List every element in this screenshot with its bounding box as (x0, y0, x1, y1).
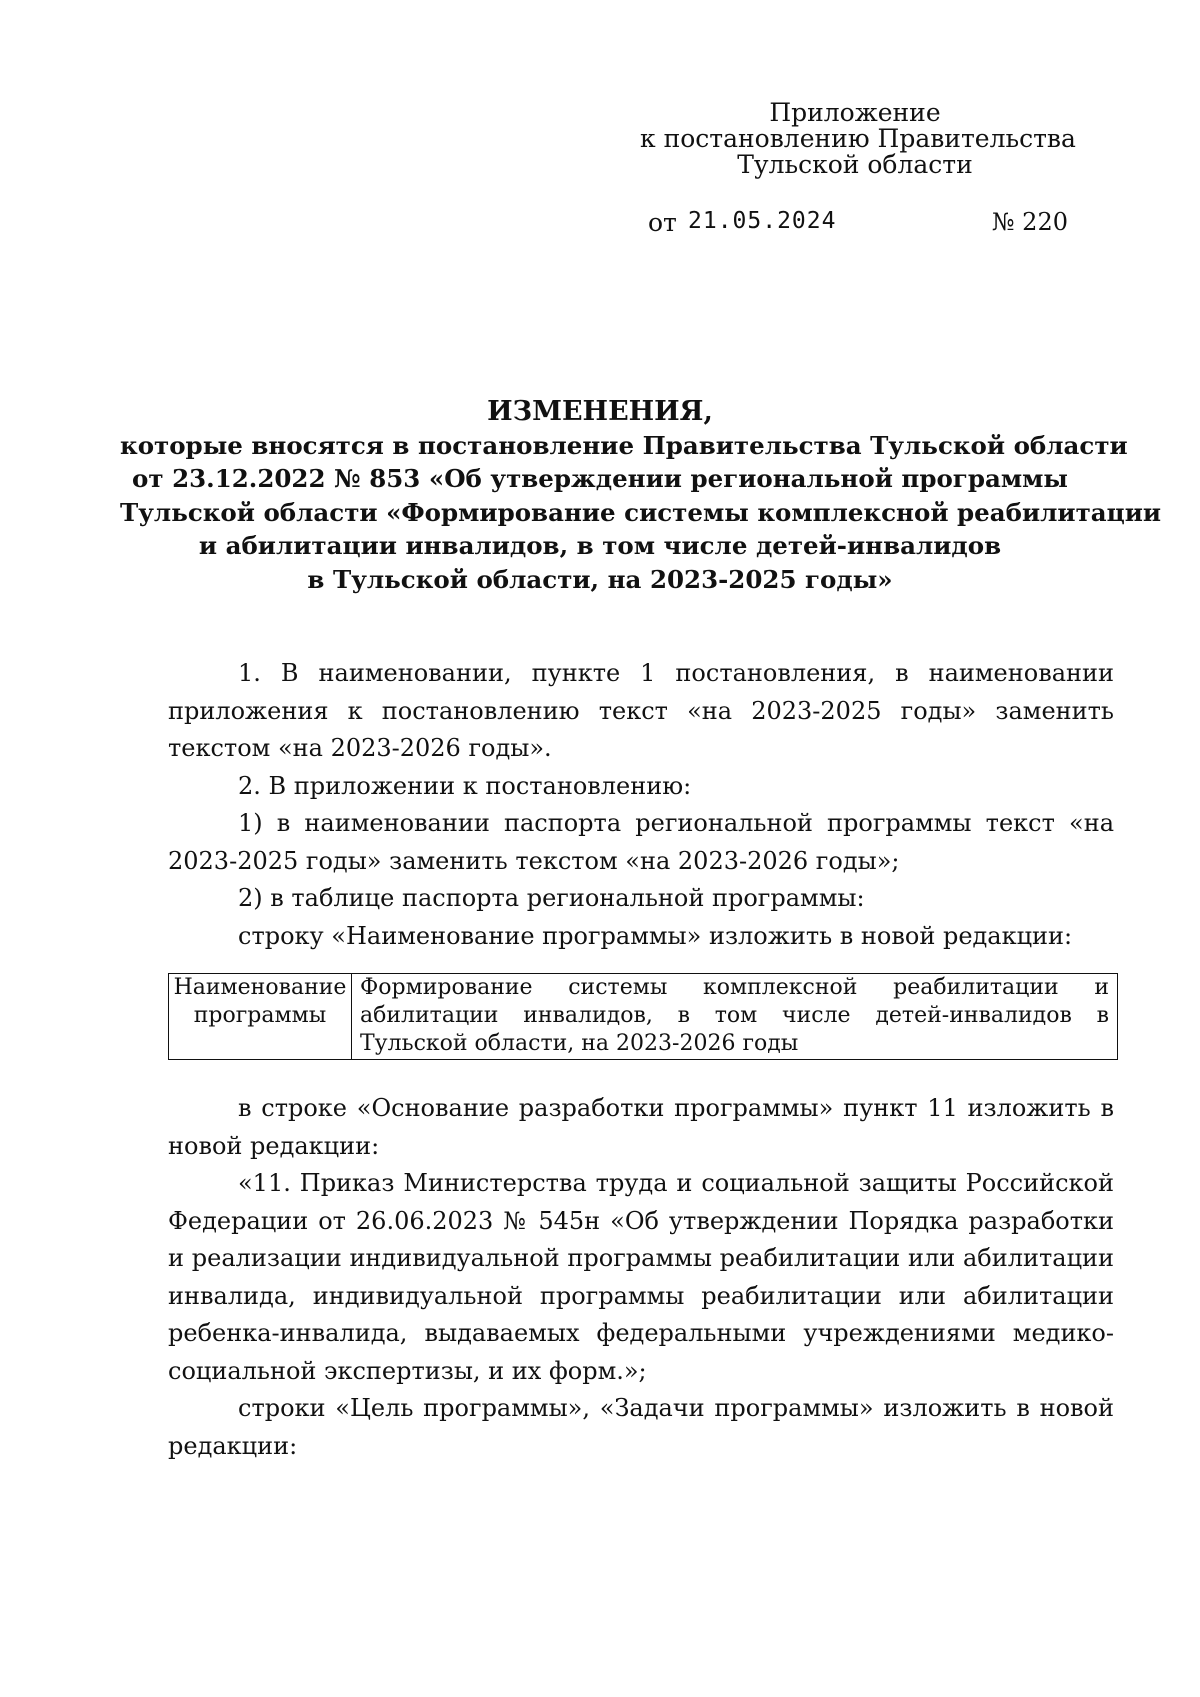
appendix-header (640, 98, 1076, 179)
paragraph-8: строки «Цель программы», «Задачи программы» изложить в новой редакции: (168, 1394, 1114, 1460)
title-line: и абилитации инвалидов, в том числе детей-инвалидов (198, 531, 1002, 560)
title-heading: ИЗМЕНЕНИЯ, (487, 396, 713, 427)
document-body (168, 655, 1114, 1465)
appendix-line: Приложение (769, 98, 941, 127)
paragraph-1: 1. В наименовании, пункте 1 постановления, в наименовании приложения к постановлению текст «на 2023-2025 годы» заменить текстом «на 2023-2026 годы». (168, 659, 1114, 762)
program-name-table (168, 973, 1118, 1060)
title-line: Тульской области «Формирование системы комплексной реабилитации (120, 497, 1162, 527)
title-line: от 23.12.2022 № 853 «Об утверждении региональной программы (132, 464, 1068, 493)
table-cell-value: Формирование системы комплексной реабилитации и абилитации инвалидов, в том числе детей-инвалидов в Тульской области, на 2023-2026 годы (352, 974, 1118, 1060)
table-row (169, 974, 1118, 1060)
document-date: 21.05.2024 (688, 208, 837, 234)
appendix-line: к постановлению Правительства (640, 124, 1076, 153)
paragraph-3: 1) в наименовании паспорта региональной программы текст «на 2023-2025 годы» заменить текстом «на 2023-2026 годы»; (168, 809, 1114, 875)
paragraph-5: строку «Наименование программы» изложить в новой редакции: (238, 921, 1073, 950)
appendix-line: Тульской области (737, 150, 973, 179)
paragraph-4: 2) в таблице паспорта региональной программы: (238, 884, 865, 912)
paragraph-7: «11. Приказ Министерства труда и социальной защиты Российской Федерации от 26.06.2023 № 545н «Об утверждении Порядка разработки и реализации индивидуальной программы реабилитации или абилитации инвалида, индивидуальной программы реабилитации или абилитации ребенка-инвалида, выдаваемых федеральными учреждениями медико-социальной экспертизы, и их форм.»; (168, 1169, 1114, 1385)
title-line: в Тульской области, на 2023-2025 годы» (307, 564, 893, 594)
table-cell-label: Наименование программы (169, 974, 352, 1060)
document-title (120, 395, 1162, 596)
title-line: которые вносятся в постановление Правительства Тульской области (120, 430, 1128, 460)
date-prefix: от (648, 208, 677, 237)
paragraph-2: 2. В приложении к постановлению: (238, 771, 692, 800)
paragraph-6: в строке «Основание разработки программы» пункт 11 изложить в новой редакции: (168, 1094, 1114, 1160)
date-number-line (648, 208, 1068, 242)
document-number: № 220 (991, 208, 1068, 236)
